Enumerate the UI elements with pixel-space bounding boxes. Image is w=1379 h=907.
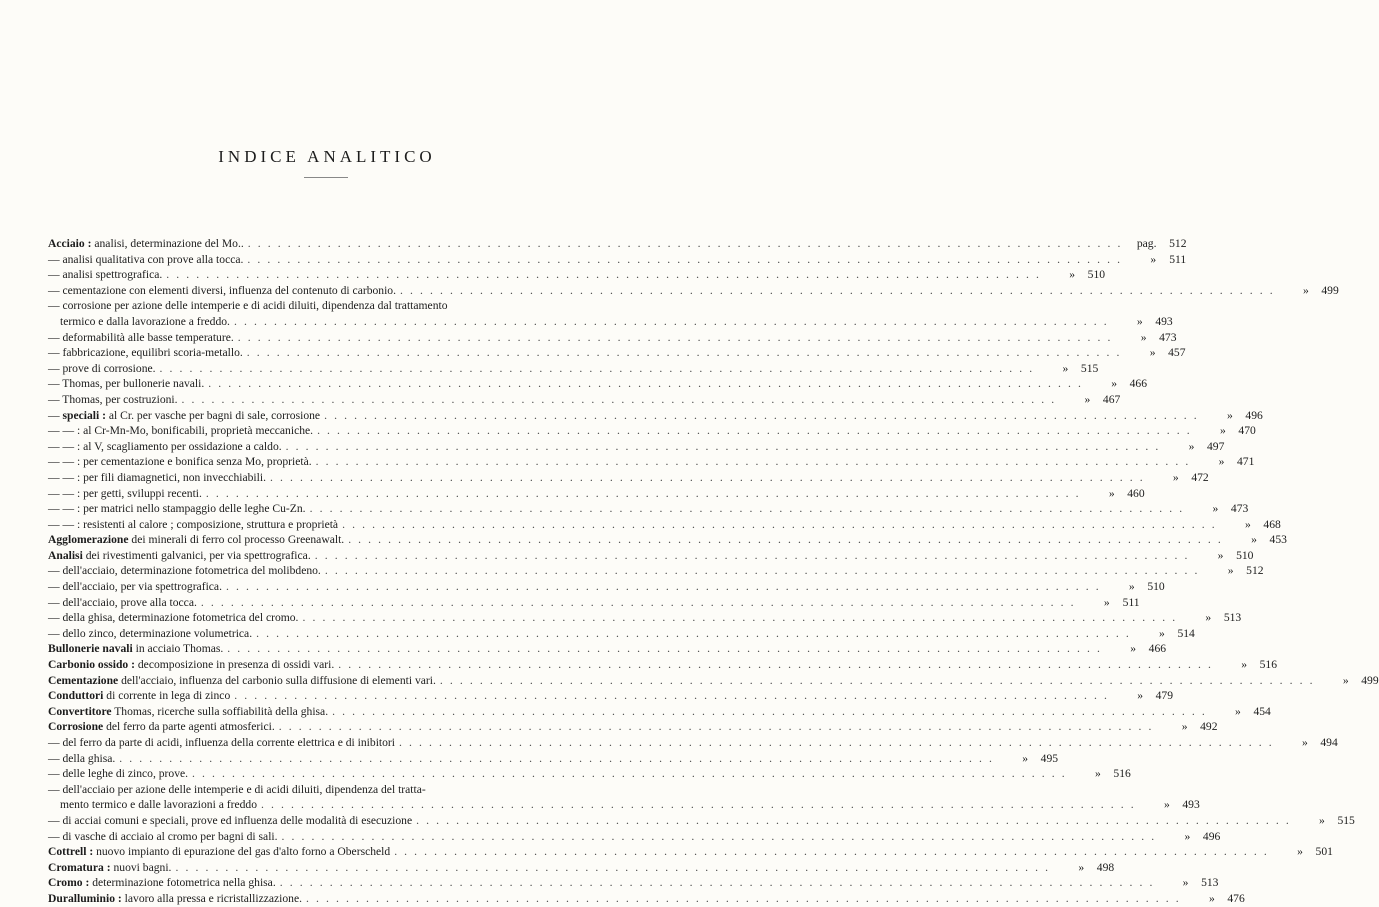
index-entry bbox=[48, 641, 1167, 657]
entry-body: — deformabilità alle basse temperature. bbox=[48, 330, 234, 344]
entry-body: — prove di corrosione. bbox=[48, 361, 156, 375]
page-prefix: » bbox=[1208, 891, 1215, 905]
entry-text bbox=[48, 782, 426, 798]
dot-leader bbox=[208, 376, 1083, 392]
entry-text bbox=[48, 548, 311, 564]
page-number: 495 bbox=[1040, 751, 1059, 765]
page-number: 496 bbox=[1245, 408, 1263, 422]
page-prefix: » bbox=[1078, 860, 1085, 874]
dot-leader bbox=[234, 314, 1109, 330]
dot-leader bbox=[440, 673, 1315, 689]
dot-leader bbox=[206, 486, 1081, 502]
page-prefix: » bbox=[1182, 876, 1189, 890]
page-prefix: » bbox=[1205, 611, 1212, 625]
dot-leader bbox=[160, 361, 1035, 377]
entry-body: decomposizione in presenza di ossidi vari. bbox=[134, 658, 335, 672]
index-entry bbox=[48, 298, 599, 314]
dot-leader bbox=[119, 751, 994, 767]
page-title: INDICE ANALITICO bbox=[218, 147, 436, 166]
entry-text bbox=[48, 470, 266, 486]
entry-text bbox=[48, 376, 204, 392]
index-entry bbox=[48, 532, 1287, 548]
index-entry bbox=[48, 579, 1165, 595]
entry-body: al Cr. per vasche per bagni di sale, corrosione bbox=[105, 408, 321, 422]
page-number: 499 bbox=[1361, 673, 1379, 687]
entry-text bbox=[48, 641, 223, 657]
entry-body: — dell'acciaio per azione delle intemperie e di acidi diluiti, dipendenza del tratta- bbox=[48, 782, 426, 796]
page-number: 479 bbox=[1155, 689, 1173, 703]
page-prefix: » bbox=[1218, 455, 1225, 469]
dot-leader bbox=[247, 345, 1122, 361]
index-entry bbox=[48, 345, 1186, 361]
entry-text bbox=[48, 844, 390, 860]
page-prefix: » bbox=[1140, 330, 1147, 344]
dot-leader bbox=[166, 267, 1041, 283]
page-number: 510 bbox=[1147, 580, 1165, 594]
entry-body: analisi, determinazione del Mo.. bbox=[91, 237, 244, 250]
page-number: 457 bbox=[1168, 346, 1186, 360]
page-prefix: » bbox=[1149, 346, 1156, 360]
entry-body: dell'acciaio, influenza del carbonio sulla diffusione di elementi vari. bbox=[118, 673, 436, 687]
page-number: 492 bbox=[1200, 720, 1218, 734]
index-entry bbox=[48, 548, 1254, 564]
index-entry bbox=[48, 361, 1099, 377]
page-number: 468 bbox=[1263, 517, 1281, 531]
entry-text bbox=[48, 423, 313, 439]
entry-text bbox=[48, 392, 178, 408]
index-entry bbox=[48, 782, 599, 798]
page-number: 510 bbox=[1236, 548, 1254, 562]
index-entry bbox=[48, 252, 1187, 268]
dot-leader bbox=[192, 766, 1067, 782]
entry-text bbox=[60, 797, 257, 813]
index-entry bbox=[48, 517, 1281, 533]
entry-text bbox=[48, 330, 234, 346]
entry-heading: speciali : bbox=[62, 408, 106, 422]
entry-text bbox=[48, 704, 328, 720]
entry-text bbox=[48, 673, 436, 689]
index-entry bbox=[48, 766, 1131, 782]
page-prefix: » bbox=[1062, 361, 1069, 375]
index-entry bbox=[48, 813, 1355, 829]
entry-pre: — bbox=[48, 408, 63, 422]
entry-heading: Carbonio ossido : bbox=[48, 658, 135, 672]
entry-body: — Thomas, per costruzioni. bbox=[48, 392, 178, 406]
page-number: 453 bbox=[1269, 533, 1287, 547]
index-entry bbox=[48, 563, 1264, 579]
page-number: 511 bbox=[1169, 252, 1187, 266]
entry-text bbox=[48, 626, 252, 642]
entry-body: — dello zinco, determinazione volumetrica. bbox=[48, 626, 253, 640]
dot-leader bbox=[310, 501, 1185, 517]
entry-body: — della ghisa. bbox=[48, 751, 116, 765]
page-prefix: » bbox=[1301, 736, 1308, 749]
page-number: 454 bbox=[1253, 704, 1271, 718]
dot-leader bbox=[338, 657, 1213, 673]
page-prefix: » bbox=[1163, 798, 1170, 812]
dot-leader bbox=[394, 844, 1269, 860]
entry-body: — di acciai comuni e speciali, prove ed influenza delle modalità di esecuzione bbox=[48, 813, 413, 827]
entry-text bbox=[48, 439, 282, 455]
entry-text bbox=[48, 283, 396, 299]
page-number: 516 bbox=[1259, 658, 1278, 672]
title-divider bbox=[304, 177, 348, 178]
page-prefix: » bbox=[1084, 392, 1091, 406]
page-number: 514 bbox=[1177, 626, 1195, 640]
dot-leader bbox=[399, 735, 1274, 751]
page-prefix: » bbox=[1212, 502, 1219, 516]
entry-body: — Thomas, per bullonerie navali. bbox=[48, 377, 205, 391]
dot-leader bbox=[302, 610, 1177, 626]
page-prefix: » bbox=[1137, 689, 1143, 703]
entry-body: — dell'acciaio, determinazione fotometrica del molibdeno. bbox=[48, 564, 321, 578]
page-number: 493 bbox=[1182, 798, 1200, 812]
entry-body: — del ferro da parte di acidi, influenza della corrente elettrica e di inibitori bbox=[48, 736, 396, 749]
entry-heading: Bullonerie navali bbox=[48, 642, 133, 656]
page-number: 472 bbox=[1191, 470, 1209, 484]
entry-text bbox=[48, 236, 244, 252]
page-number: 498 bbox=[1096, 860, 1115, 874]
dot-leader bbox=[316, 454, 1191, 470]
page-number: 512 bbox=[1246, 564, 1264, 578]
entry-heading: Cromo : bbox=[48, 876, 90, 890]
dot-leader bbox=[342, 517, 1217, 533]
dot-leader bbox=[256, 626, 1131, 642]
index-entry bbox=[48, 657, 1278, 673]
index-entry bbox=[48, 376, 1147, 392]
entry-body: — — : per getti, sviluppi recenti. bbox=[48, 486, 202, 500]
entry-text bbox=[48, 563, 321, 579]
entry-heading: Acciaio : bbox=[48, 237, 92, 250]
entry-text bbox=[48, 735, 395, 751]
page-number: 513 bbox=[1223, 611, 1242, 625]
dot-leader bbox=[182, 392, 1057, 408]
index-entry bbox=[48, 797, 1200, 813]
page-prefix: » bbox=[1227, 408, 1233, 422]
page-number: 499 bbox=[1321, 283, 1339, 297]
entry-body: — — : al V, scagliamento per ossidazione a caldo. bbox=[48, 439, 282, 453]
entry-text bbox=[48, 579, 222, 595]
dot-leader bbox=[348, 532, 1223, 548]
entry-text bbox=[48, 657, 334, 673]
page-number: 466 bbox=[1129, 377, 1147, 391]
index-entry bbox=[48, 595, 1140, 611]
page-number: 467 bbox=[1102, 392, 1121, 406]
index-entry bbox=[48, 486, 1145, 502]
page-prefix: » bbox=[1184, 829, 1191, 843]
page-prefix: » bbox=[1159, 626, 1165, 640]
entry-text bbox=[48, 345, 243, 361]
index-entry bbox=[48, 626, 1195, 642]
index-entry bbox=[48, 267, 1106, 283]
page-number: 497 bbox=[1206, 439, 1225, 453]
dot-leader bbox=[286, 439, 1161, 455]
index-entry bbox=[48, 454, 1255, 470]
page-number: 460 bbox=[1127, 486, 1145, 500]
dot-leader bbox=[201, 595, 1076, 611]
page-prefix: » bbox=[1130, 642, 1137, 656]
entry-body: di corrente in lega di zinco bbox=[103, 689, 231, 703]
entry-text bbox=[48, 532, 344, 548]
index-entry bbox=[48, 392, 1121, 408]
index-entry bbox=[48, 423, 1256, 439]
dot-leader bbox=[416, 813, 1291, 829]
page-number: 494 bbox=[1320, 736, 1338, 749]
entry-text bbox=[48, 813, 412, 829]
entry-body: — dell'acciaio, per via spettrografica. bbox=[48, 580, 222, 594]
index-entry bbox=[48, 314, 1173, 330]
entry-text bbox=[48, 517, 338, 533]
index-entry bbox=[48, 704, 1271, 720]
dot-leader bbox=[248, 236, 1123, 252]
page-prefix: » bbox=[1217, 548, 1224, 562]
entry-body: dei minerali di ferro col processo Greenawalt. bbox=[128, 533, 345, 547]
index-entry bbox=[48, 891, 1245, 907]
page-number: 476 bbox=[1227, 891, 1245, 905]
entry-body: — — : al Cr-Mn-Mo, bonificabili, proprietà meccaniche. bbox=[48, 424, 314, 438]
page-number: 515 bbox=[1080, 361, 1099, 375]
entry-heading: Convertitore bbox=[48, 704, 112, 718]
entry-body: — — : per fili diamagnetici, non invecchiabili. bbox=[48, 470, 266, 484]
page-prefix: » bbox=[1188, 439, 1195, 453]
page-prefix: pag. bbox=[1136, 237, 1157, 250]
page-number: 496 bbox=[1202, 829, 1221, 843]
entry-body: — cementazione con elementi diversi, influenza del contenuto di carbonio. bbox=[48, 283, 397, 297]
entry-body: dei rivestimenti galvanici, per via spettrografica. bbox=[82, 548, 311, 562]
entry-body: del ferro da parte agenti atmosferici. bbox=[103, 720, 275, 734]
entry-body: — dell'acciaio, prove alla tocca. bbox=[48, 595, 197, 609]
page-prefix: » bbox=[1136, 314, 1143, 328]
entry-body: — fabbricazione, equilibri scoria-metallo. bbox=[48, 346, 243, 360]
entry-text bbox=[48, 408, 320, 424]
page-number: 515 bbox=[1337, 813, 1355, 827]
entry-body: Thomas, ricerche sulla soffiabilità della ghisa. bbox=[111, 704, 329, 718]
dot-leader bbox=[261, 797, 1136, 813]
entry-heading: Duralluminio : bbox=[48, 891, 122, 905]
entry-heading: Conduttori bbox=[48, 689, 104, 703]
index-entry bbox=[48, 408, 1263, 424]
entry-text bbox=[48, 688, 230, 704]
page-prefix: » bbox=[1022, 751, 1029, 765]
page-number: 510 bbox=[1087, 268, 1106, 282]
entry-body: — corrosione per azione delle intemperie e di acidi diluiti, dipendenza dal trattamento bbox=[48, 299, 448, 313]
dot-leader bbox=[280, 875, 1155, 891]
page-number: 471 bbox=[1237, 455, 1255, 469]
entry-heading: Agglomerazione bbox=[48, 533, 129, 547]
index-entry bbox=[48, 688, 1173, 704]
entry-text bbox=[48, 298, 448, 314]
page-prefix: » bbox=[1220, 424, 1226, 438]
page-number: 466 bbox=[1148, 642, 1167, 656]
entry-text bbox=[48, 486, 202, 502]
index-entry bbox=[48, 844, 1333, 860]
entry-body: — della ghisa, determinazione fotometrica del cromo. bbox=[48, 611, 299, 625]
entry-text bbox=[48, 829, 278, 845]
entry-text bbox=[48, 267, 162, 283]
page-prefix: » bbox=[1069, 268, 1076, 282]
index-entry bbox=[48, 330, 1177, 346]
index-entry bbox=[48, 236, 1187, 252]
page-prefix: » bbox=[1150, 252, 1157, 266]
page-number: 516 bbox=[1113, 767, 1131, 781]
index-entry bbox=[48, 860, 1115, 876]
dot-leader bbox=[247, 252, 1122, 268]
dot-leader bbox=[226, 579, 1101, 595]
dot-leader bbox=[279, 719, 1154, 735]
entry-body: termico e dalla lavorazione a freddo. bbox=[60, 314, 230, 328]
entry-body: — di vasche di acciaio al cromo per bagni di sali. bbox=[48, 829, 278, 843]
dot-leader bbox=[317, 423, 1192, 439]
index-entry bbox=[48, 439, 1225, 455]
page-number: 473 bbox=[1159, 330, 1177, 344]
page-prefix: » bbox=[1245, 517, 1251, 531]
entry-body: — — : per matrici nello stampaggio delle leghe Cu-Zn. bbox=[48, 502, 306, 516]
index-entry bbox=[48, 470, 1209, 486]
entry-text bbox=[60, 314, 230, 330]
entry-body: — — : resistenti al calore ; composizione, struttura e proprietà bbox=[48, 517, 339, 531]
index-entry bbox=[48, 283, 1339, 299]
page-prefix: » bbox=[1094, 767, 1101, 781]
entry-heading: Analisi bbox=[48, 548, 83, 562]
dot-leader bbox=[234, 688, 1109, 704]
entry-text bbox=[48, 361, 156, 377]
dot-leader bbox=[315, 548, 1190, 564]
analytic-index bbox=[48, 236, 1379, 907]
index-entry bbox=[48, 751, 1059, 767]
page-prefix: » bbox=[1251, 533, 1257, 547]
entry-text bbox=[48, 891, 302, 907]
page-prefix: » bbox=[1227, 564, 1234, 578]
dot-leader bbox=[238, 330, 1113, 346]
entry-text bbox=[48, 719, 275, 735]
entry-body: — — : per cementazione e bonifica senza Mo, proprietà. bbox=[48, 455, 312, 469]
page-prefix: » bbox=[1302, 283, 1309, 297]
entry-text bbox=[48, 595, 197, 611]
page-number: 511 bbox=[1122, 595, 1140, 609]
entry-body: in acciaio Thomas. bbox=[132, 642, 224, 656]
entry-body: — delle leghe di zinco, prove. bbox=[48, 767, 189, 781]
dot-leader bbox=[175, 860, 1050, 876]
entry-body: mento termico e dalle lavorazioni a freddo bbox=[60, 798, 258, 812]
page-prefix: » bbox=[1181, 720, 1188, 734]
page-prefix: » bbox=[1103, 595, 1110, 609]
index-entry bbox=[48, 501, 1249, 517]
page-number: 501 bbox=[1315, 845, 1333, 859]
page-prefix: » bbox=[1297, 845, 1303, 859]
page-prefix: » bbox=[1108, 486, 1115, 500]
page-number: 512 bbox=[1169, 237, 1187, 250]
page-prefix: » bbox=[1128, 580, 1135, 594]
entry-text bbox=[48, 501, 306, 517]
index-entry bbox=[48, 829, 1221, 845]
page-number: 493 bbox=[1155, 314, 1173, 328]
page-number: 513 bbox=[1201, 876, 1219, 890]
index-entry bbox=[48, 673, 1379, 689]
entry-body: nuovi bagni. bbox=[110, 860, 172, 874]
index-entry bbox=[48, 610, 1242, 626]
dot-leader bbox=[306, 891, 1181, 907]
entry-text bbox=[48, 766, 188, 782]
page-prefix: » bbox=[1111, 377, 1117, 391]
entry-text bbox=[48, 860, 171, 876]
dot-leader bbox=[270, 470, 1145, 486]
entry-text bbox=[48, 875, 276, 891]
index-entry bbox=[48, 875, 1219, 891]
page-number: 473 bbox=[1230, 502, 1249, 516]
entry-heading: Cottrell : bbox=[48, 845, 94, 859]
dot-leader bbox=[332, 704, 1207, 720]
entry-body: lavoro alla pressa e ricristallizzazione. bbox=[121, 891, 303, 905]
entry-heading: Cementazione bbox=[48, 673, 119, 687]
page-prefix: » bbox=[1319, 813, 1325, 827]
dot-leader bbox=[324, 408, 1199, 424]
entry-text bbox=[48, 610, 298, 626]
dot-leader bbox=[282, 829, 1157, 845]
entry-body: determinazione fotometrica nella ghisa. bbox=[89, 876, 276, 890]
entry-text bbox=[48, 252, 243, 268]
page-number: 470 bbox=[1238, 424, 1256, 438]
dot-leader bbox=[325, 563, 1200, 579]
index-entry bbox=[48, 735, 1338, 751]
dot-leader bbox=[400, 283, 1275, 299]
page-prefix: » bbox=[1241, 658, 1248, 672]
entry-body: nuovo impianto di epurazione del gas d'alto forno a Oberscheld bbox=[93, 845, 391, 859]
page-prefix: » bbox=[1235, 704, 1241, 718]
entry-text bbox=[48, 454, 312, 470]
entry-body: — analisi spettrografica. bbox=[48, 268, 163, 282]
page-prefix: » bbox=[1342, 673, 1349, 687]
index-entry bbox=[48, 719, 1218, 735]
page-prefix: » bbox=[1172, 470, 1179, 484]
entry-heading: Corrosione bbox=[48, 720, 104, 734]
entry-heading: Cromatura : bbox=[48, 860, 111, 874]
entry-body: — analisi qualitativa con prove alla tocca. bbox=[48, 252, 244, 266]
dot-leader bbox=[227, 641, 1102, 657]
entry-text bbox=[48, 751, 115, 767]
